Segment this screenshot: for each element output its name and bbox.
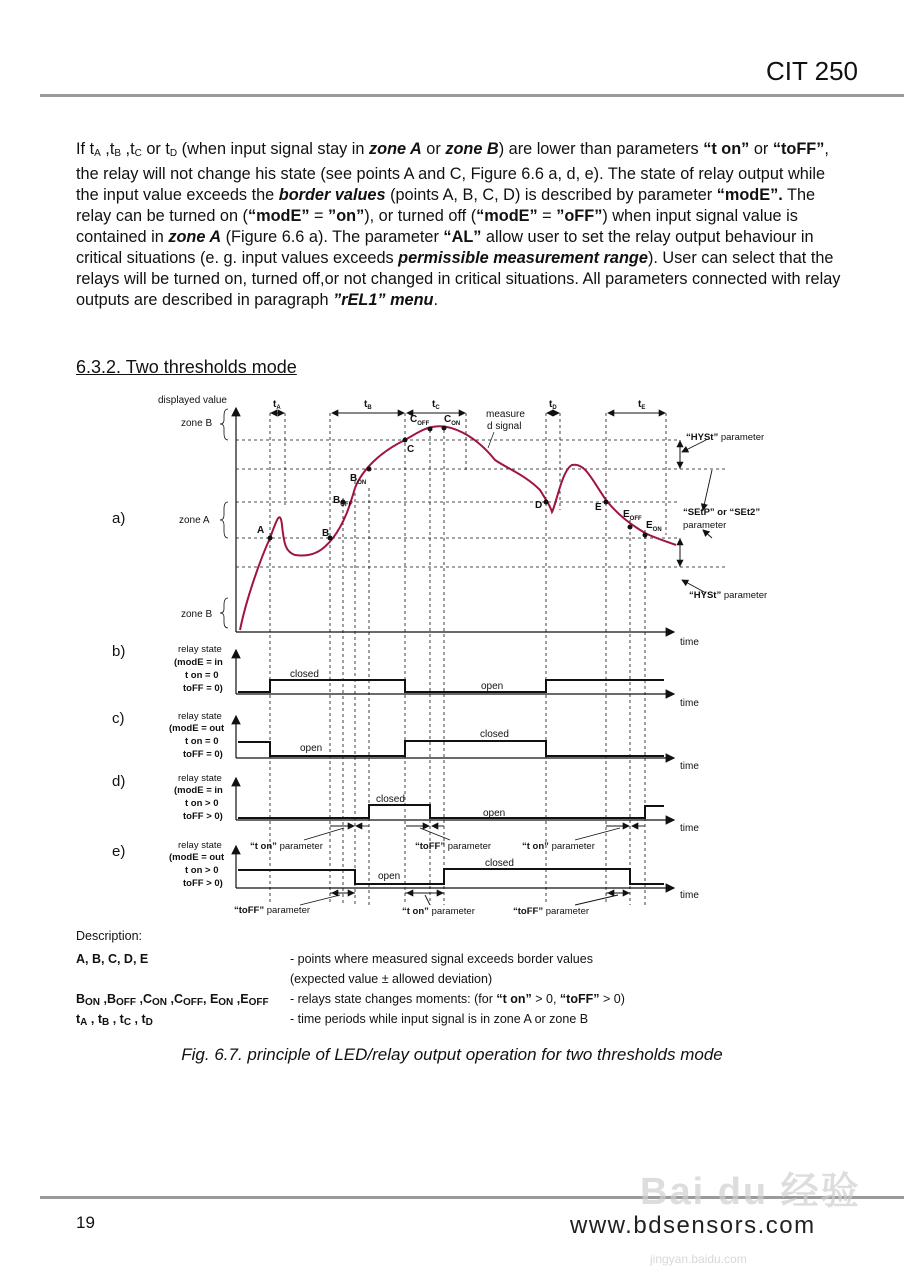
point-B: B [322, 528, 330, 539]
b-mode: (modE = in [174, 657, 223, 668]
c-mode: (modE = out [169, 723, 225, 734]
watermark-url: jingyan.baidu.com [650, 1252, 747, 1266]
d-toff: toFF > 0) [183, 811, 223, 822]
d-ton: t on > 0 [185, 798, 219, 809]
e-toff-param-1: “toFF” parameter [234, 905, 311, 916]
e-mode: (modE = out [169, 852, 225, 863]
setp-label-2: parameter [683, 520, 727, 531]
point-E-on: $E_{ON}$ [646, 520, 662, 533]
zone-b-bottom-label: zone B [181, 609, 213, 620]
zone-b-top-brace [220, 409, 228, 440]
page-number: 19 [76, 1213, 95, 1232]
e-toff: toFF > 0) [183, 878, 223, 889]
d-relay-trace [238, 805, 664, 818]
zone-a-brace [220, 502, 228, 538]
d-ton-param-1: “t on” parameter [250, 841, 323, 852]
c-toff: toFF = 0) [183, 749, 223, 760]
b-relay-state: relay state [178, 644, 222, 655]
header-title: CIT 250 [765, 56, 858, 86]
d-toff-param: “toFF” parameter [415, 841, 492, 852]
website-link[interactable]: www.bdsensors.com [570, 1212, 816, 1239]
b-relay-trace [238, 680, 664, 692]
point-E-off: $E_{OFF}$ [623, 509, 642, 522]
c-relay-state: relay state [178, 711, 222, 722]
panel-label-c: c) [112, 710, 125, 727]
e-relay-state: relay state [178, 840, 222, 851]
zone-a-label: zone A [179, 515, 210, 526]
description-heading: Description: [76, 929, 142, 943]
c-ton: t on = 0 [185, 736, 219, 747]
body-paragraph: If $t_A$ $,t_B$ $,t_C$ or $t_D$ (when input signal stay in zone A or zone B) are lower than parameters “t on” or “toFF”, the relay will not change his state (see points A and C, Figure 6.6 a, d, e). The state of relay output while the input value exceeds the border values (points A, B, C, D) is described by parameter “modE”. The relay can be turned on (“modE” = ”on”), or turned off (“modE” = ”oFF”) when input signal value is contained in zone A (Figure 6.6 a). The parameter “AL” allow user to set the relay output behaviour in critical situations (e. g. input values exceeds permissible measurement range). User can select that the relays will be turned on, turned off,or not changed in critical situations. All parameters connected with relay outputs are described in paragraph ”rEL1” menu. [76, 140, 841, 309]
y-axis-label: displayed value [158, 395, 227, 406]
b-open: open [481, 681, 504, 692]
e-relay-trace [238, 869, 664, 884]
section-heading: 6.3.2. Two thresholds mode [76, 357, 297, 377]
e-open: open [378, 871, 401, 882]
c-open: open [300, 743, 323, 754]
d-closed: closed [376, 794, 405, 805]
zone-b-top-label: zone B [181, 418, 213, 429]
d-relay-state: relay state [178, 773, 222, 784]
c-closed: closed [480, 729, 509, 740]
panel-label-d: d) [112, 773, 126, 790]
e-time-label: time [680, 890, 699, 901]
interval-tE: $t_E$ [638, 399, 646, 411]
b-time-label: time [680, 698, 699, 709]
point-C-on: $C_{ON}$ [444, 414, 461, 427]
a-time-label: time [680, 637, 699, 648]
measured-signal-label-1: measure [486, 409, 525, 420]
threshold-lines [236, 440, 727, 567]
point-C: C [407, 444, 415, 455]
point-D: D [535, 500, 543, 511]
interval-tA: $t_A$ [273, 399, 281, 411]
d-ton-param-2: “t on” parameter [522, 841, 595, 852]
measured-signal-curve [240, 426, 676, 630]
interval-tB: $t_B$ [364, 399, 372, 411]
d-open: open [483, 808, 506, 819]
e-delay-arrows [300, 893, 630, 905]
b-toff: toFF = 0) [183, 683, 223, 694]
panel-label-b: b) [112, 643, 126, 660]
point-B-on: $B_{ON}$ [350, 473, 367, 486]
e-ton: t on > 0 [185, 865, 219, 876]
figure-caption: Fig. 6.7. principle of LED/relay output operation for two thresholds mode [181, 1045, 723, 1064]
e-closed: closed [485, 858, 514, 869]
b-closed: closed [290, 669, 319, 680]
hyst-top-label: “HYSt” parameter [686, 432, 765, 443]
e-toff-param-2: “toFF” parameter [513, 906, 590, 917]
c-time-label: time [680, 761, 699, 772]
measured-signal-label-2: d signal [487, 421, 522, 432]
point-E: E [595, 502, 602, 513]
signal-points [268, 426, 648, 541]
b-ton: t on = 0 [185, 670, 219, 681]
e-ton-param: “t on” parameter [402, 906, 475, 917]
interval-tD: $t_D$ [549, 399, 557, 411]
hyst-bottom-label: “HYSt” parameter [689, 590, 768, 601]
zone-b-bottom-brace [220, 598, 228, 628]
point-B-off: $B_{OFF}$ [333, 495, 353, 508]
watermark: Bai du 经验 [640, 1171, 861, 1213]
interval-tC: $t_C$ [432, 399, 440, 411]
point-A: A [257, 525, 265, 536]
panel-label-e: e) [112, 843, 126, 860]
point-C-off: $C_{OFF}$ [410, 414, 430, 427]
d-time-label: time [680, 823, 699, 834]
panel-label-a: a) [112, 510, 126, 527]
setp-label-1: “SEtP” or “SEt2” [683, 507, 761, 518]
d-mode: (modE = in [174, 785, 223, 796]
